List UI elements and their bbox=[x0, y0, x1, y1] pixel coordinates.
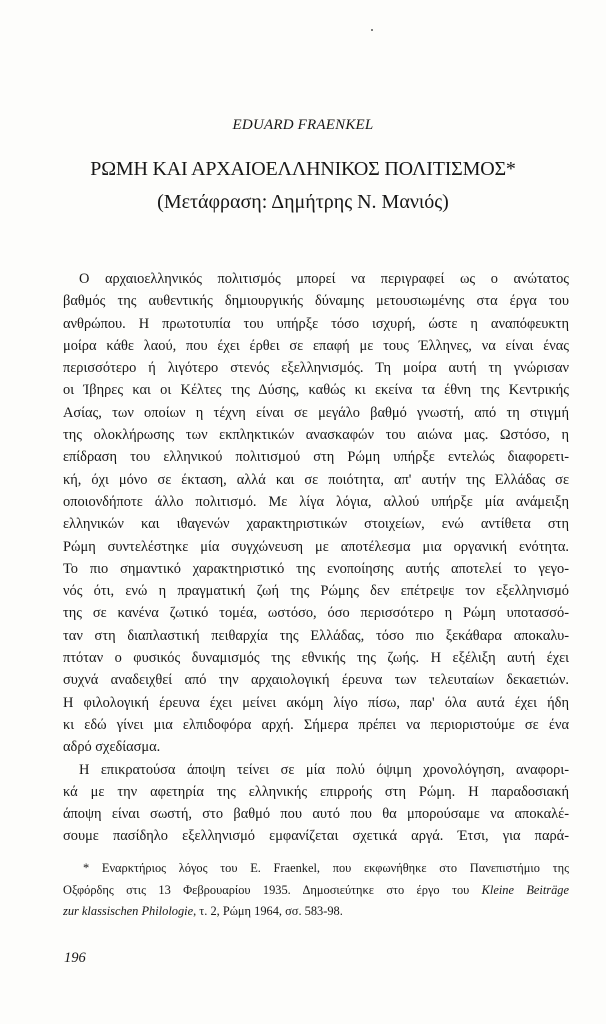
body-line: της ολοκλήρωσης των εκπληκτικών ανασκαφών του αιώνα μας. Ωστόσο, η bbox=[63, 427, 569, 444]
body-line: κή, όχι μόνο σε έκταση, αλλά και σε ποιότητα, απ' αυτήν της Ελλάδας σε bbox=[63, 471, 569, 488]
body-line: επίδραση του ελληνικού πολιτισμού στη Ρώμη υπήρξε εντελώς διαφορετι- bbox=[63, 449, 569, 466]
body-line: βαθμός της αυθεντικής δημιουργικής δύναμης μετουσιωμένης στα έργα του bbox=[63, 293, 569, 310]
body-line: κι εδώ γίνει μια ελπιδοφόρα αρχή. Σήμερα πρέπει να περιοριστούμε σε ένα bbox=[63, 716, 569, 733]
body-line: Ο αρχαιοελληνικός πολιτισμός μπορεί να περιγραφεί ως ο ανώτατος bbox=[79, 271, 569, 287]
footnote-line bbox=[63, 901, 569, 923]
body-line: της σε κανένα ζωτικό τομέα, ωστόσο, όσο περισσότερο η Ρώμη υποτασσό- bbox=[63, 605, 569, 622]
body-line: κά με την αφετηρία της ελληνικής επιρροής στη Ρώμη. Η παραδοσιακή bbox=[63, 783, 569, 800]
body-line: οι Ίβηρες και οι Κέλτες της Δύσης, καθώς κι εκείνα τα έθνη της Κεντρικής bbox=[63, 382, 569, 399]
body-line: ταν στη διαπλαστική πειθαρχία της Ελλάδας, τόσο πιο ξεκάθαρα αποκαλυ- bbox=[63, 627, 569, 644]
body-line: πτόταν ο φυσικός δυναμισμός της εθνικής της ζωής. Η εξέλιξη αυτή έχει bbox=[63, 650, 569, 667]
body-line: ελληνικών και ιθαγενών χαρακτηριστικών στοιχείων, ενώ αντίθετα στη bbox=[63, 516, 569, 533]
footnote-line bbox=[63, 880, 569, 902]
page-number: 196 bbox=[64, 950, 86, 966]
body-line: Η φιλολογική έρευνα έχει μείνει ακόμη λίγο πίσω, παρ' όλα αυτά έχει ήδη bbox=[63, 694, 569, 711]
body-line: Ασίας, των οποίων η τέχνη είναι σε μεγάλο βαθμό γνωστή, από τη στιγμή bbox=[63, 404, 569, 421]
body-line: οποιονδήποτε άλλο πολιτισμό. Με λίγα λόγια, αλλού υπήρξε μία ανάμειξη bbox=[63, 493, 569, 510]
footnote bbox=[63, 858, 569, 923]
author-name: EDUARD FRAENKEL bbox=[232, 117, 374, 133]
body-line: μοίρα κάθε λαού, που έχει έρθει σε επαφή με τους Έλληνες, να είναι ένας bbox=[63, 337, 569, 354]
body-line: συχνά αναδειχθεί από την αρχαιολογική έρευνα των τελευταίων δεκαετιών. bbox=[63, 672, 569, 689]
body-line: σουμε πασίδηλο εξελληνισμό εμφανίζεται σχετικά αργά. Έτσι, για παρά- bbox=[63, 828, 569, 845]
footnote-text: Οξφόρδης στις 13 Φεβρουαρίου 1935. Δημοσιεύτηκε στο έργο του bbox=[63, 882, 482, 897]
translator-credit: (Μετάφραση: Δημήτρης Ν. Μανιός) bbox=[157, 191, 449, 213]
footnote-text: , τ. 2, Ρώμη 1964, σσ. 583-98. bbox=[193, 904, 343, 918]
body-line: αδρό σχεδίασμα. bbox=[63, 739, 161, 756]
body-line: Η επικρατούσα άποψη τείνει σε μία πολύ όψιμη χρονολόγηση, αναφορι- bbox=[79, 761, 569, 778]
body-line: περισσότερο ή λιγότερο στενός εξελληνισμός. Τη μοίρα αυτή τη γνώρισαν bbox=[63, 360, 569, 377]
body-line: ανθρώπου. Η πρωτοτυπία του υπήρξε τόσο ισχυρή, ώστε η αναπόφευκτη bbox=[63, 315, 569, 332]
body-line: άποψη είναι σωστή, στο βαθμό που αυτό που θα μπορούσαμε να αποκαλέ- bbox=[63, 806, 569, 823]
body-line: νός ότι, ενώ η πραγματική ζωή της Ρώμης δεν επέτρεψε τον εξελληνισμό bbox=[63, 583, 569, 600]
footnote-line: * Εναρκτήριος λόγος του E. Fraenkel, που εκφωνήθηκε στο Πανεπιστήμιο της bbox=[83, 861, 569, 875]
scan-speck bbox=[371, 29, 373, 31]
body-line: Ρώμη συντελέστηκε μία συγχώνευση με αποτέλεσμα μια οργανική ενότητα. bbox=[63, 538, 569, 555]
article-title: ΡΩΜΗ ΚΑΙ ΑΡΧΑΙΟΕΛΛΗΝΙΚΟΣ ΠΟΛΙΤΙΣΜΟΣ* bbox=[90, 158, 516, 180]
body-line: Το πιο σημαντικό χαρακτηριστικό της ενοποίησης αυτής αποτελεί το γεγο- bbox=[63, 560, 569, 577]
footnote-book-title: Kleine Beiträge bbox=[481, 882, 569, 897]
footnote-book-title: zur klassischen Philologie bbox=[63, 904, 194, 918]
body-text bbox=[63, 268, 569, 848]
